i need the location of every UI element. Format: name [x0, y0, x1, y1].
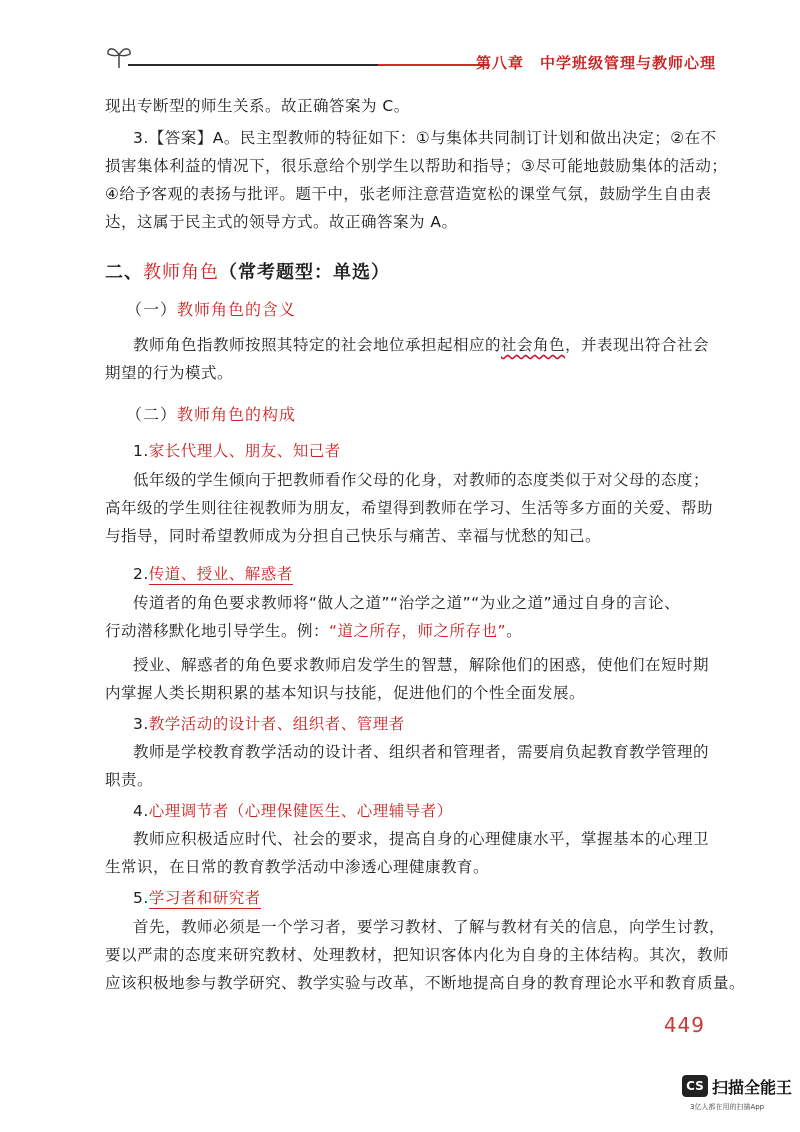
quote-text: “道之所存，师之所存也” [329, 622, 507, 640]
item-title: 传道、授业、解惑者 [148, 565, 293, 583]
item-number: 2. [133, 565, 149, 583]
section-prefix: 二、 [105, 262, 143, 283]
watermark-tagline: 3亿人都在用的扫描App [690, 1103, 765, 1111]
subheading-composition [126, 402, 296, 425]
item-2-line-2-end: 。 [506, 622, 523, 640]
answer-3-line-4: 达，这属于民主式的领导方式。故正确答案为 A。 [105, 213, 458, 231]
item-4-heading [133, 797, 453, 825]
item-3-line-2: 职责。 [105, 771, 154, 789]
page-number: 449 [663, 1013, 705, 1037]
item-2-line-3: 授业、解惑者的角色要求教师启发学生的智慧，解除他们的困惑，使他们在短时期 [133, 656, 710, 674]
intro-line-1: 现出专断型的师生关系。故正确答案为 C。 [105, 97, 410, 115]
item-title: 心理调节者（心理保健医生、心理辅导者） [148, 802, 453, 820]
definition-text: 教师角色指教师按照其特定的社会地位承担起相应的 [133, 336, 502, 354]
chapter-title: 第八章 中学班级管理与教师心理 [475, 54, 716, 72]
subheading-title: 教师角色的含义 [177, 300, 297, 319]
item-1-line-1: 低年级的学生倾向于把教师看作父母的化身，对教师的态度类似于对父母的态度； [133, 471, 710, 489]
subheading-prefix: （一） [126, 300, 178, 319]
item-4-line-2: 生常识，在日常的教育教学活动中渗透心理健康教育。 [105, 858, 490, 876]
item-title: 教学活动的设计者、组织者、管理者 [148, 715, 405, 733]
camscanner-logo-icon: CS [682, 1075, 708, 1097]
subheading-title: 教师角色的构成 [177, 405, 297, 424]
subheading-prefix: （二） [126, 405, 178, 424]
definition-line-2: 期望的行为模式。 [105, 364, 234, 382]
item-1-line-2: 高年级的学生则往往视教师为朋友，希望得到教师在学习、生活等多方面的关爱、帮助 [105, 499, 714, 517]
item-number: 1. [133, 442, 149, 460]
page-header [100, 40, 720, 80]
subheading-meaning [126, 297, 296, 320]
answer-3-line-2: 损害集体利益的情况下，很乐意给个别学生以帮助和指导；③尽可能地鼓励集体的活动； [105, 157, 728, 175]
section-title: 教师角色 [143, 262, 219, 283]
item-2-line-2 [105, 617, 522, 645]
item-5-heading [133, 884, 261, 912]
answer-3-line-1: 3.【答案】A。民主型教师的特征如下：①与集体共同制订计划和做出决定；②在不 [133, 129, 717, 147]
item-5-line-1: 首先，教师必须是一个学习者，要学习教材、了解与教材有关的信息，向学生讨教， [133, 918, 726, 936]
item-2-line-1: 传道者的角色要求教师将“做人之道”“治学之道”“为业之道”通过自身的言论、 [133, 594, 681, 612]
item-3-line-1: 教师是学校教育教学活动的设计者、组织者和管理者，需要肩负起教育教学管理的 [133, 743, 710, 761]
item-2-heading [133, 560, 293, 588]
item-1-heading [133, 437, 341, 465]
item-1-line-3: 与指导，同时希望教师成为分担自己快乐与痛苦、幸福与忧愁的知己。 [105, 527, 602, 545]
item-4-line-1: 教师应积极适应时代、社会的要求，提高自身的心理健康水平，掌握基本的心理卫 [133, 830, 710, 848]
section-note: （常考题型：单选） [219, 262, 390, 283]
section-heading [105, 258, 390, 284]
item-2-line-4: 内掌握人类长期积累的基本知识与技能，促进他们的个性全面发展。 [105, 684, 586, 702]
item-number: 3. [133, 715, 149, 733]
definition-line-1 [133, 331, 709, 359]
item-5-line-3: 应该积极地参与教学研究、教学实验与改革，不断地提高自身的教育理论水平和教育质量。 [105, 974, 746, 992]
answer-3-line-3: ④给予客观的表扬与批评。题干中，张老师注意营造宽松的课堂气氛，鼓励学生自由表 [105, 185, 712, 203]
definition-text-end: ，并表现出符合社会 [565, 336, 710, 354]
item-5-line-2: 要以严肃的态度来研究教材、处理教材，把知识客体内化为自身的主体结构。其次，教师 [105, 946, 730, 964]
item-2-line-2-text: 行动潜移默化地引导学生。例： [105, 622, 330, 640]
item-number: 4. [133, 802, 149, 820]
header-rule [128, 64, 378, 66]
social-role-term: 社会角色 [501, 336, 566, 354]
item-title: 家长代理人、朋友、知己者 [148, 442, 341, 460]
watermark-name: 扫描全能王 [712, 1078, 793, 1097]
item-title: 学习者和研究者 [148, 889, 261, 907]
item-number: 5. [133, 889, 149, 907]
header-rule-accent [378, 64, 488, 66]
item-3-heading [133, 710, 405, 738]
